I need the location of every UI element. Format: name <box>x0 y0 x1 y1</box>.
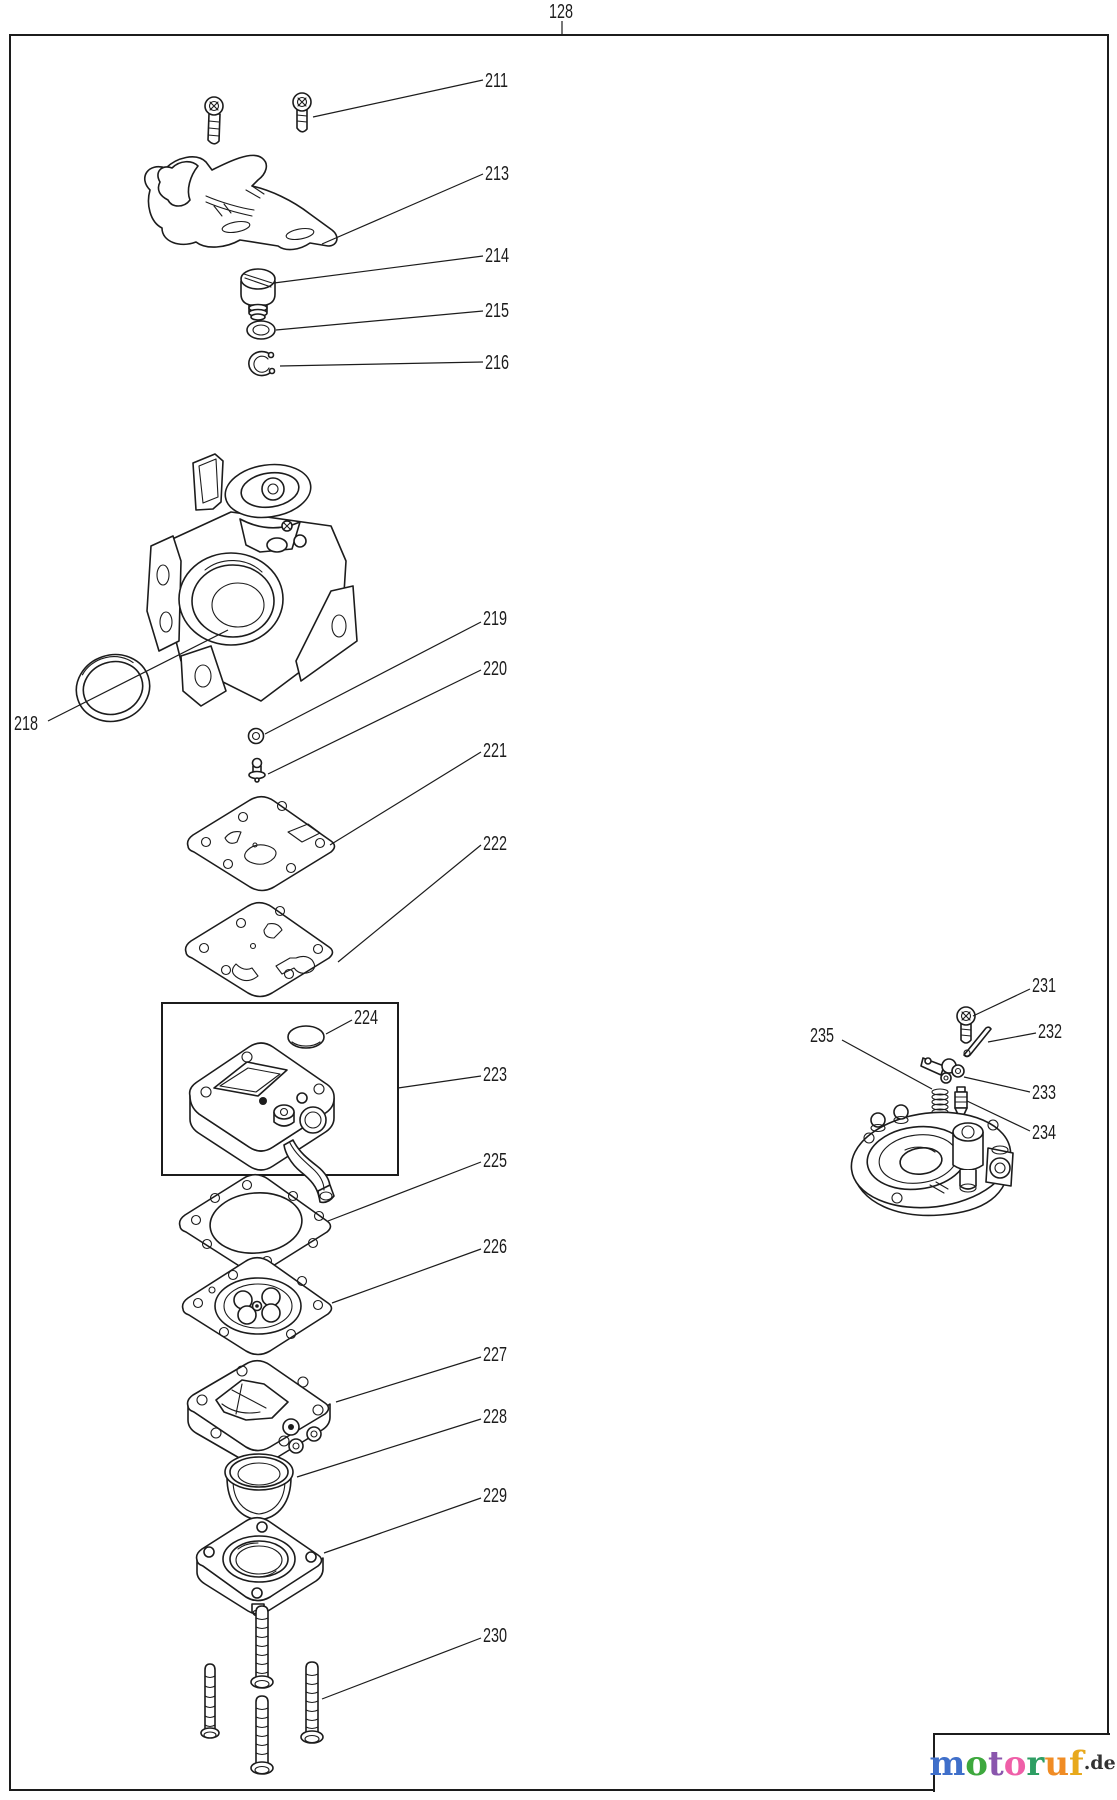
logo-letter: r <box>1026 1743 1045 1784</box>
part-metering-body <box>846 1104 1016 1217</box>
part-spring-235 <box>932 1089 948 1115</box>
callout-232: 232 <box>1038 1021 1063 1043</box>
part-ring-219 <box>249 729 264 744</box>
part-screws-230 <box>201 1606 323 1774</box>
callout-223: 223 <box>483 1064 508 1086</box>
callout-228: 228 <box>483 1406 508 1428</box>
callout-226: 226 <box>483 1236 508 1258</box>
callout-230: 230 <box>483 1625 508 1647</box>
part-lever-233 <box>921 1058 964 1083</box>
logo-letter: o <box>1003 1743 1027 1784</box>
motoruf-logo[interactable] <box>929 1733 1116 1792</box>
callout-222: 222 <box>483 833 508 855</box>
callout-218: 218 <box>14 713 39 735</box>
part-primer-bulb-228 <box>225 1454 293 1520</box>
callout-234: 234 <box>1032 1122 1057 1144</box>
logo-letter: f <box>1069 1743 1084 1784</box>
part-plate-227 <box>188 1361 330 1466</box>
part-plug-214 <box>241 269 275 320</box>
part-screws-211 <box>205 93 311 144</box>
callout-221: 221 <box>483 740 508 762</box>
part-carburetor-body <box>147 454 357 706</box>
callout-220: 220 <box>483 658 508 680</box>
callout-213: 213 <box>485 163 510 185</box>
part-diaphragm-226 <box>183 1258 332 1355</box>
callout-211: 211 <box>485 70 508 92</box>
part-diaphragm-222 <box>186 903 333 997</box>
part-valve-220 <box>249 759 265 783</box>
callout-227: 227 <box>483 1344 508 1366</box>
logo-letter: u <box>1044 1743 1070 1784</box>
part-washer-215 <box>247 321 275 339</box>
part-base-cover-229 <box>197 1518 323 1616</box>
part-circlip-216 <box>249 352 275 376</box>
logo-letter: t <box>987 1743 1004 1784</box>
callout-233: 233 <box>1032 1082 1057 1104</box>
callout-235: 235 <box>810 1025 835 1047</box>
leader-lines <box>48 80 1036 1699</box>
page-number: 128 <box>549 1 574 23</box>
callout-224: 224 <box>354 1007 379 1029</box>
part-disc-224 <box>288 1026 324 1048</box>
logo-suffix: .de <box>1083 1752 1116 1774</box>
callout-216: 216 <box>485 352 510 374</box>
part-screw-231 <box>957 1007 975 1043</box>
callout-215: 215 <box>485 300 510 322</box>
callout-214: 214 <box>485 245 510 267</box>
part-gasket-221 <box>188 797 335 891</box>
callout-229: 229 <box>483 1485 508 1507</box>
callout-219: 219 <box>483 608 508 630</box>
callout-225: 225 <box>483 1150 508 1172</box>
callout-231: 231 <box>1032 975 1057 997</box>
page-border <box>10 35 1108 1790</box>
logo-letter: o <box>965 1743 988 1784</box>
part-bracket-213 <box>145 155 337 249</box>
logo-word <box>929 1743 1084 1784</box>
logo-letter: m <box>929 1743 966 1784</box>
